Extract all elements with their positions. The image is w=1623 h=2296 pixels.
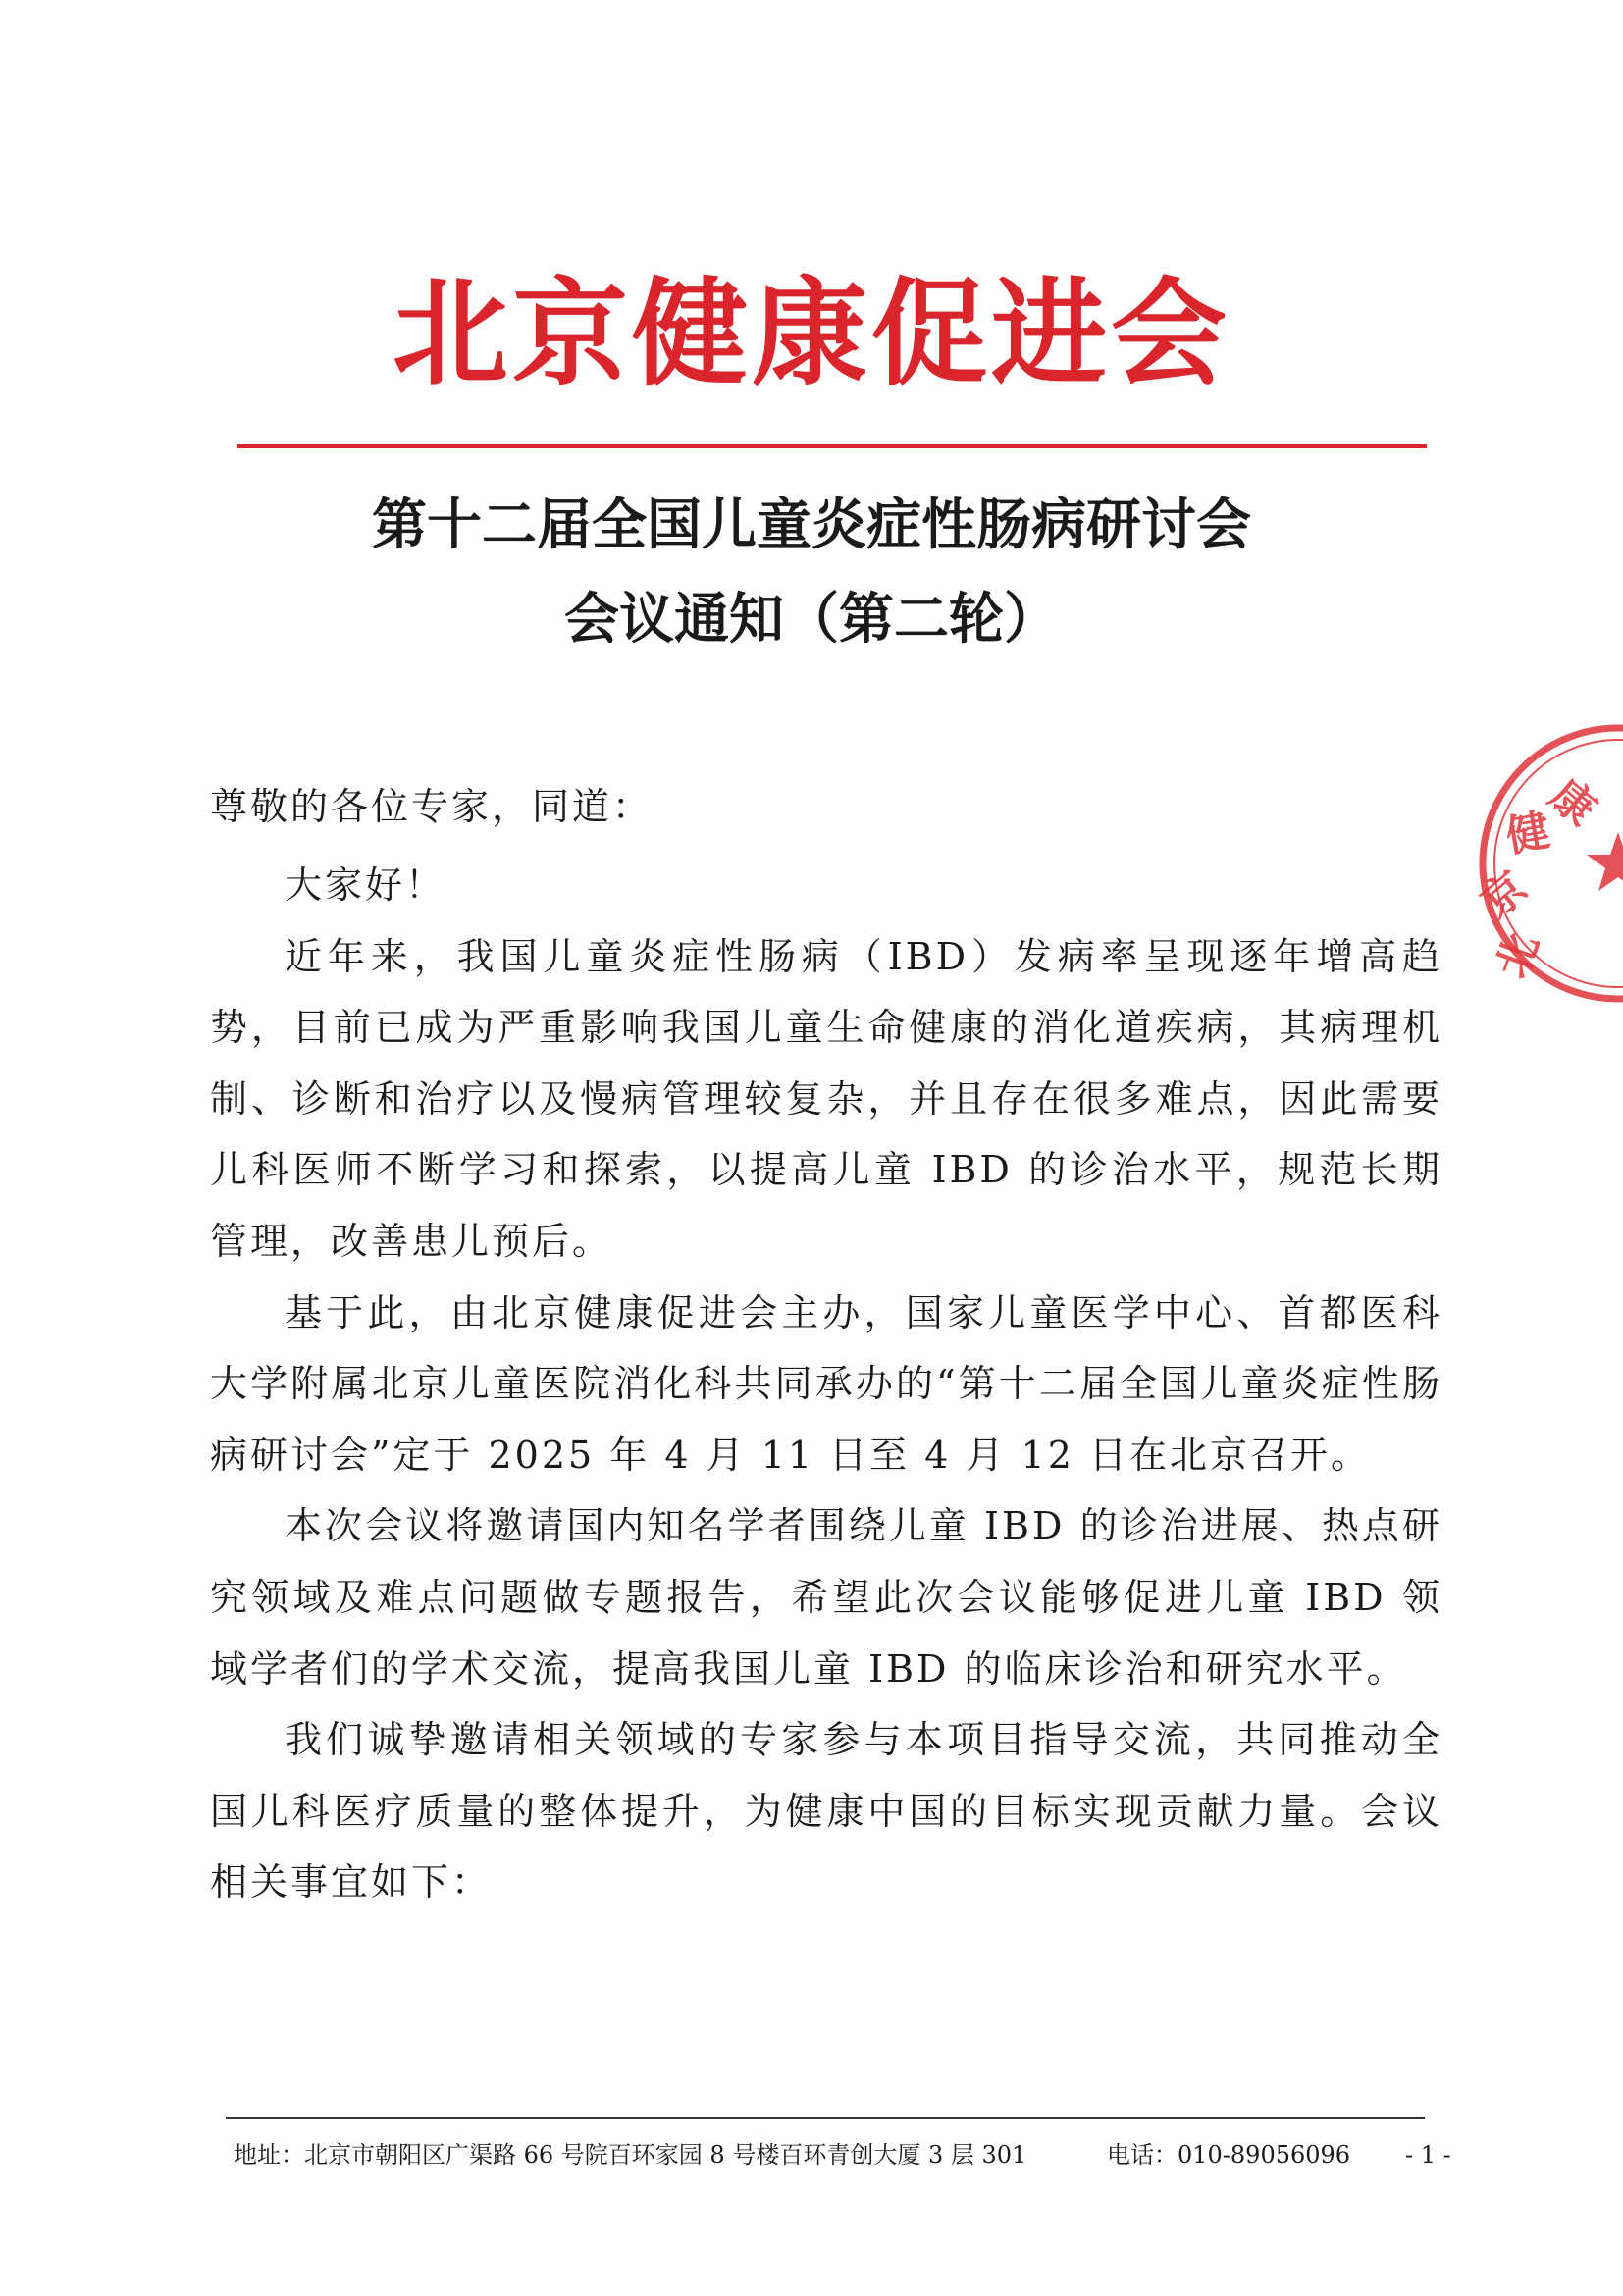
letterhead-divider: [237, 444, 1427, 448]
body-paragraph: 基于此，由北京健康促进会主办，国家儿童医学中心、首都医科大学附属北京儿童医院消化科共同承办的“第十二届全国儿童炎症性肠病研讨会”定于 2025 年 4 月 11 日至 4 月 12 日在北京召开。: [210, 1290, 1442, 1477]
document-title: 第十二届全国儿童炎症性肠病研讨会: [372, 494, 1251, 557]
salutation: 尊敬的各位专家，同道：: [210, 785, 654, 828]
svg-text:康: 康: [1540, 769, 1606, 836]
seal-star-icon: [1587, 832, 1623, 891]
footer-phone: 电话：010-89056096: [1107, 2141, 1351, 2168]
letter-body: [210, 850, 1442, 1918]
greeting-paragraph: 大家好！: [285, 863, 446, 907]
letterhead-org-name: 北京健康促进会: [392, 266, 1230, 401]
svg-text:北: 北: [1487, 926, 1549, 985]
body-paragraph: 本次会议将邀请国内知名学者围绕儿童 IBD 的诊治进展、热点研究领域及难点问题做专题报告，希望此次会议能够促进儿童 IBD 领域学者们的学术交流，提高我国儿童 IBD 的临床诊治和研究水平。: [210, 1504, 1442, 1691]
body-paragraph: 近年来，我国儿童炎症性肠病（IBD）发病率呈现逐年增高趋势，目前已成为严重影响我国儿童生命健康的消化道疾病，其病理机制、诊断和治疗以及慢病管理较复杂，并且存在很多难点，因此需要儿科医师不断学习和探索，以提高儿童 IBD 的诊治水平，规范长期管理，改善患儿预后。: [210, 934, 1442, 1263]
official-seal-stamp: [1446, 716, 1623, 1011]
svg-text:京: 京: [1471, 861, 1538, 928]
document-subtitle: 会议通知（第二轮）: [564, 588, 1059, 652]
footer-divider: [226, 2117, 1425, 2119]
footer-address: 地址：北京市朝阳区广渠路 66 号院百环家园 8 号楼百环青创大厦 3 层 301: [234, 2141, 1027, 2168]
body-paragraph: 我们诚挚邀请相关领域的专家参与本项目指导交流，共同推动全国儿科医疗质量的整体提升，为健康中国的目标实现贡献力量。会议相关事宜如下：: [210, 1718, 1442, 1905]
page-number: - 1 -: [1405, 2141, 1451, 2168]
svg-text:健: 健: [1502, 805, 1554, 862]
